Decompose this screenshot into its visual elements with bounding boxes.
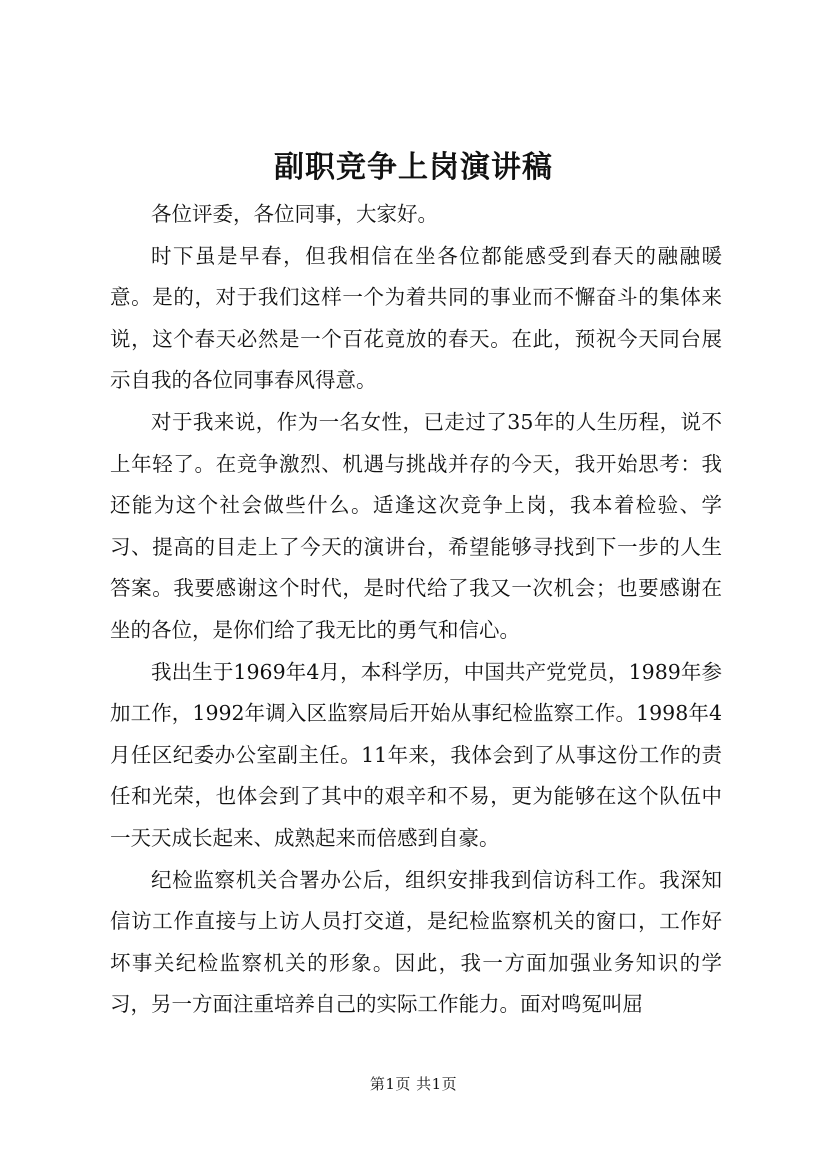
page-number-footer: 第1页 共1页	[369, 1075, 458, 1093]
paragraph-petition-work: 纪检监察机关合署办公后，组织安排我到信访科工作。我深知信访工作直接与上访人员打交道，是纪检监察机关的窗口，工作好坏事关纪检监察机关的形象。因此，我一方面加强业务知识的学习，另一方面注重培养自己的实际工作能力。面对鸣冤叫屈	[110, 867, 722, 1017]
document-body	[110, 194, 722, 1026]
paragraph-greeting: 各位评委，各位同事，大家好。	[151, 202, 438, 226]
paragraph-background: 我出生于1969年4月，本科学历，中国共产党党员，1989年参加工作，1992年调入区监察局后开始从事纪检监察工作。1998年4月任区纪委办公室副主任。11年来，我体会到了从事这份工作的责任和光荣，也体会到了其中的艰辛和不易，更为能够在这个队伍中一天天成长起来、成熟起来而倍感到自豪。	[110, 659, 722, 850]
document-title: 副职竞争上岗演讲稿	[274, 150, 553, 185]
paragraph-spring: 时下虽是早春，但我相信在坐各位都能感受到春天的融融暖意。是的，对于我们这样一个为着共同的事业而不懈奋斗的集体来说，这个春天必然是一个百花竟放的春天。在此，预祝今天同台展示自我的各位同事春风得意。	[110, 243, 722, 393]
paragraph-self-reflection: 对于我来说，作为一名女性，已走过了35年的人生历程，说不上年轻了。在竞争激烈、机遇与挑战并存的今天，我开始思考：我还能为这个社会做些什么。适逢这次竞争上岗，我本着检验、学习、提高的目走上了今天的演讲台，希望能够寻找到下一步的人生答案。我要感谢这个时代，是时代给了我又一次机会；也要感谢在坐的各位，是你们给了我无比的勇气和信心。	[110, 409, 722, 642]
